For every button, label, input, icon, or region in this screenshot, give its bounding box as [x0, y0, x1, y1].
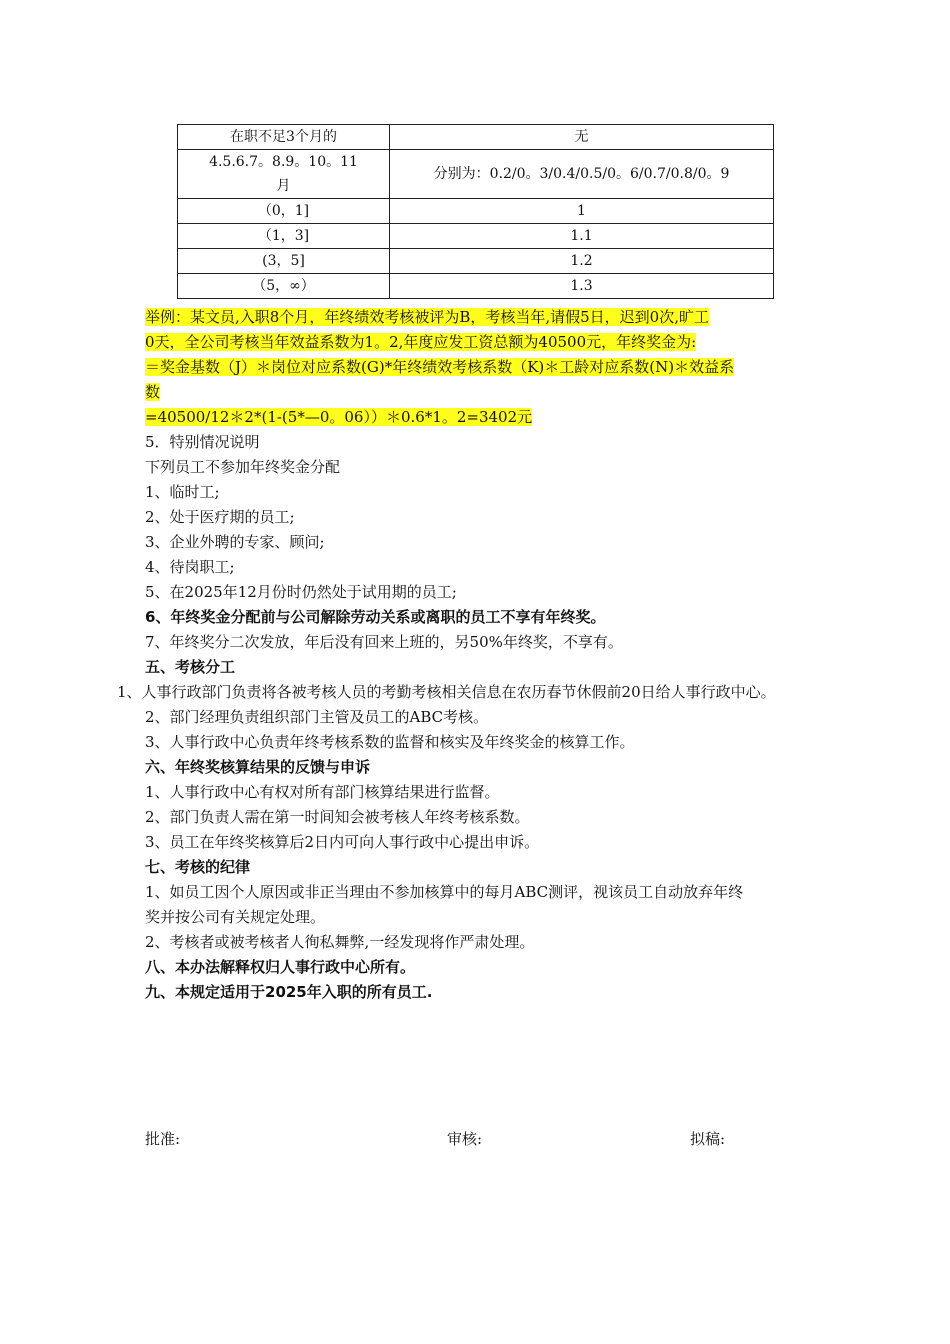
list-item: 1、临时工; [145, 483, 220, 501]
list-item: 3、人事行政中心负责年终考核系数的监督和核实及年终奖金的核算工作。 [145, 733, 635, 751]
list-item: 1、人事行政中心有权对所有部门核算结果进行监督。 [145, 783, 500, 801]
section-heading: 九、本规定适用于2025年入职的所有员工. [145, 983, 433, 1001]
section-heading: 六、年终奖核算结果的反馈与申诉 [145, 758, 371, 776]
example-line: 举例：某文员,入职8个月，年终绩效考核被评为B，考核当年,请假5日，迟到0次,旷工 [145, 308, 709, 326]
seniority-coefficient-table [177, 124, 774, 299]
formula-line: 数 [145, 383, 161, 401]
example-line-wrap [145, 380, 810, 405]
table-cell-line: 月 [276, 178, 291, 194]
list-item-continuation: 奖并按公司有关规定处理。 [145, 908, 326, 926]
table-cell: 1.2 [390, 249, 774, 274]
list-item: 5、在2025年12月份时仍然处于试用期的员工; [145, 583, 457, 601]
list-item: 2、部门负责人需在第一时间知会被考核人年终考核系数。 [145, 808, 530, 826]
table-cell: （1，3] [178, 224, 390, 249]
table-row [178, 125, 774, 150]
example-line-wrap [145, 330, 810, 355]
table-cell: 1.1 [390, 224, 774, 249]
table-row [178, 249, 774, 274]
table-row [178, 150, 774, 199]
table-cell: 1 [390, 199, 774, 224]
list-item: 1、人事行政部门负责将各被考核人员的考勤考核相关信息在农历春节休假前20日给人事行政中心。 [117, 683, 776, 701]
example-line-wrap [145, 405, 810, 430]
special-heading: 5．特别情况说明 [145, 433, 260, 451]
example-line-wrap [145, 355, 810, 380]
list-item: 7、年终奖分二次发放，年后没有回来上班的，另50%年终奖，不享有。 [145, 633, 623, 651]
special-intro: 下列员工不参加年终奖金分配 [145, 458, 341, 476]
list-item: 4、待岗职工; [145, 558, 235, 576]
list-item: 2、处于医疗期的员工; [145, 508, 295, 526]
list-item: 2、部门经理负责组织部门主管及员工的ABC考核。 [145, 708, 489, 726]
table-cell: （0，1] [178, 199, 390, 224]
example-paragraph [145, 305, 810, 330]
table-cell: 分别为：0.2/0。3/0.4/0.5/0。6/0.7/0.8/0。9 [390, 150, 774, 199]
draft-label: 拟稿: [690, 1130, 726, 1148]
approve-label: 批准: [145, 1130, 181, 1148]
table-row [178, 224, 774, 249]
section-heading: 七、考核的纪律 [145, 858, 251, 876]
section-heading: 八、本办法解释权归人事行政中心所有。 [145, 958, 416, 976]
document-body [117, 305, 810, 1005]
table-cell [178, 150, 390, 199]
review-label: 审核: [447, 1130, 483, 1148]
table-cell: 无 [390, 125, 774, 150]
table-cell: 1.3 [390, 274, 774, 299]
formula-line: ＝奖金基数（J）＊岗位对应系数(G)*年终绩效考核系数（K)＊工龄对应系数(N)＊效益系 [145, 358, 735, 376]
table-row [178, 199, 774, 224]
table-cell: (3，5] [178, 249, 390, 274]
table-cell-line: 4.5.6.7。8.9。10。11 [209, 154, 358, 170]
list-item: 3、员工在年终奖核算后2日内可向人事行政中心提出申诉。 [145, 833, 540, 851]
table-row [178, 274, 774, 299]
list-item: 3、企业外聘的专家、顾问; [145, 533, 325, 551]
example-line: 0天，全公司考核当年效益系数为1。2,年度应发工资总额为40500元，年终奖金为: [145, 333, 697, 351]
table-cell: （5，∞） [178, 274, 390, 299]
list-item-emphasis: 6、年终奖金分配前与公司解除劳动关系或离职的员工不享有年终奖。 [145, 608, 606, 626]
section-heading: 五、考核分工 [145, 658, 236, 676]
table-cell: 在职不足3个月的 [178, 125, 390, 150]
list-item: 1、如员工因个人原因或非正当理由不参加核算中的每月ABC测评，视该员工自动放弃年终 [145, 883, 744, 901]
formula-result-line: =40500/12＊2*(1-(5*—0。06））＊0.6*1。2=3402元 [145, 408, 533, 426]
list-item: 2、考核者或被考核者人徇私舞弊,一经发现将作严肃处理。 [145, 933, 535, 951]
